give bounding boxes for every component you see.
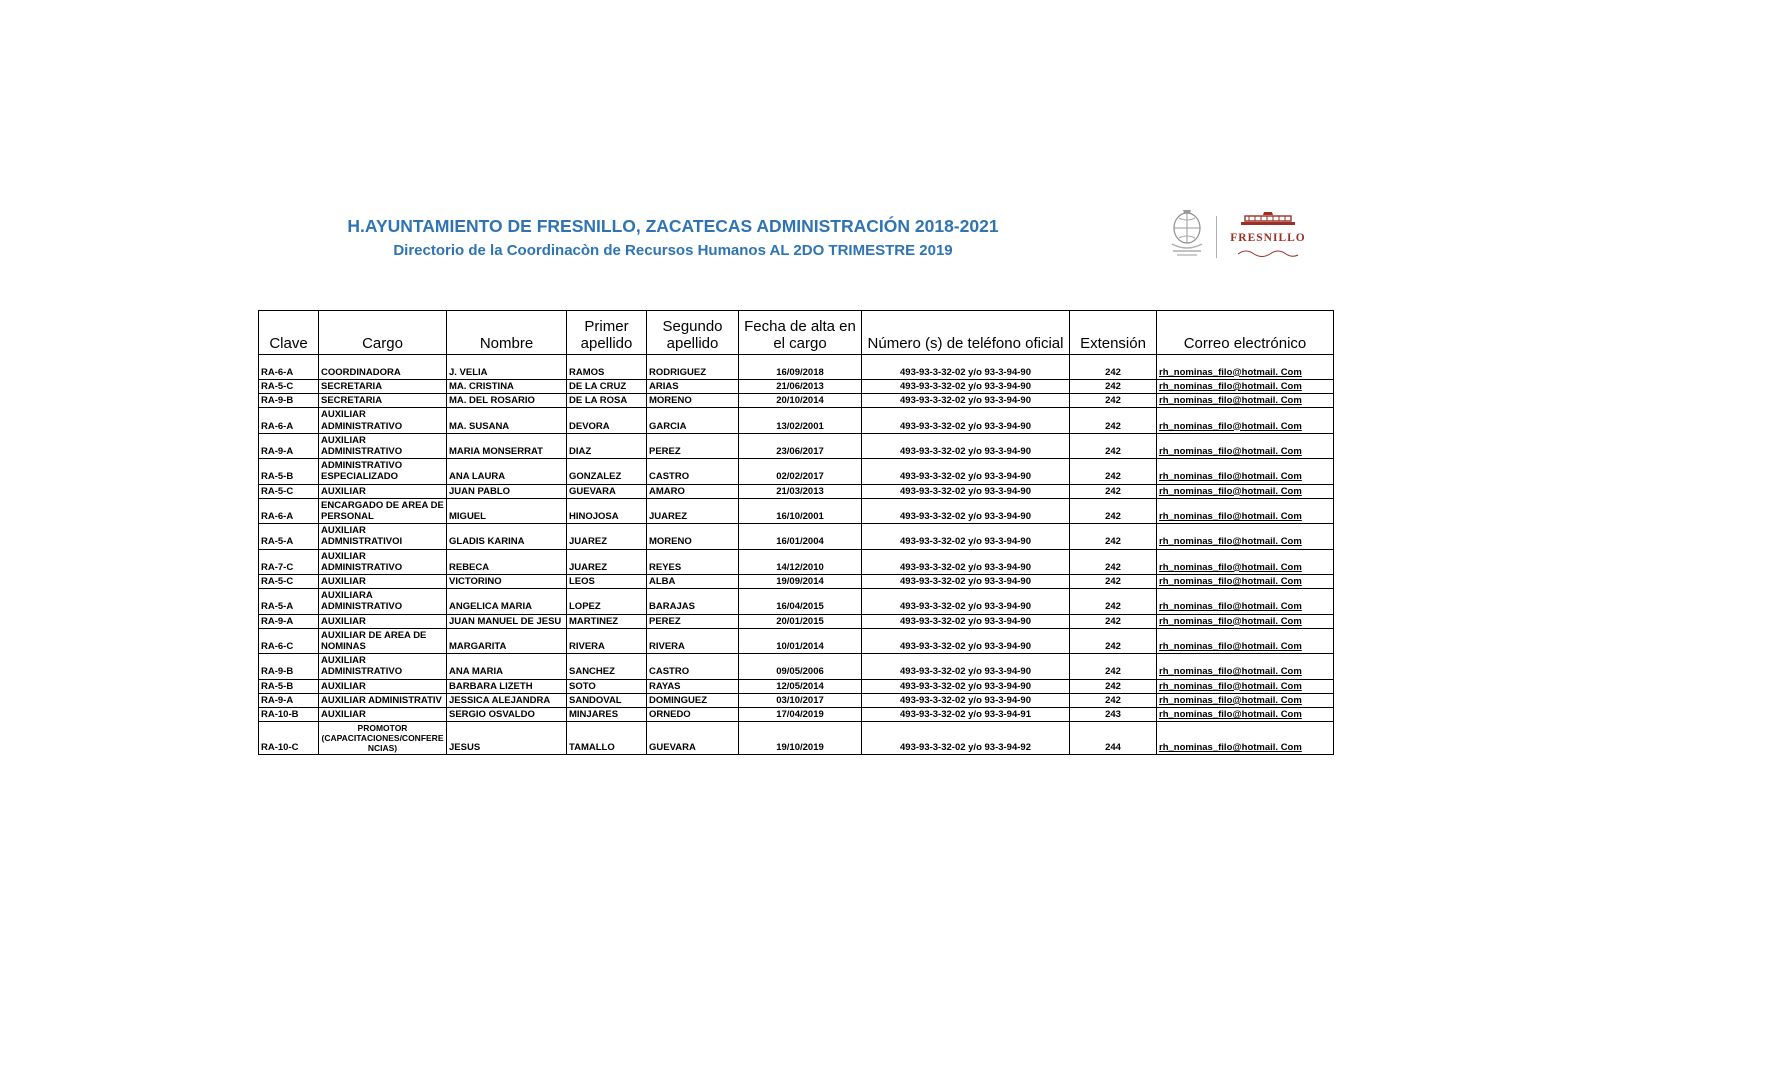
cell-nombre: MIGUEL	[447, 498, 567, 523]
header-telefono: Número (s) de teléfono oficial	[862, 311, 1070, 355]
cell-telefono: 493-93-3-32-02 y/o 93-3-94-90	[862, 459, 1070, 484]
cell-clave: RA-5-B	[259, 459, 319, 484]
cell-fecha-alta: 20/01/2015	[739, 614, 862, 628]
fresnillo-wordmark: FRESNILLO	[1230, 231, 1306, 244]
cell-segundo-apellido: GARCIA	[647, 408, 739, 433]
cell-nombre: MARIA MONSERRAT	[447, 433, 567, 458]
cell-nombre: ANA MARIA	[447, 654, 567, 679]
cell-clave: RA-5-B	[259, 679, 319, 693]
cell-correo: rh_nominas_filo@hotmail. Com	[1157, 394, 1334, 408]
table-row	[259, 679, 1334, 693]
cell-telefono: 493-93-3-32-02 y/o 93-3-94-90	[862, 524, 1070, 549]
cell-cargo: AUXILIAR ADMINISTRATIV	[319, 693, 447, 707]
cell-telefono: 493-93-3-32-02 y/o 93-3-94-90	[862, 693, 1070, 707]
cell-segundo-apellido: JUAREZ	[647, 498, 739, 523]
cell-cargo: ADMINISTRATIVO ESPECIALIZADO	[319, 459, 447, 484]
cell-telefono: 493-93-3-32-02 y/o 93-3-94-90	[862, 355, 1070, 380]
cell-primer-apellido: TAMALLO	[567, 722, 647, 755]
cell-correo: rh_nominas_filo@hotmail. Com	[1157, 459, 1334, 484]
cell-fecha-alta: 21/03/2013	[739, 484, 862, 498]
cell-fecha-alta: 19/09/2014	[739, 575, 862, 589]
cell-cargo: AUXILIAR DE AREA DE NOMINAS	[319, 628, 447, 653]
cell-nombre: ANA LAURA	[447, 459, 567, 484]
cell-segundo-apellido: ARIAS	[647, 380, 739, 394]
cell-nombre: ANGELICA MARIA	[447, 589, 567, 614]
cell-correo: rh_nominas_filo@hotmail. Com	[1157, 589, 1334, 614]
cell-segundo-apellido: PEREZ	[647, 433, 739, 458]
cell-fecha-alta: 17/04/2019	[739, 708, 862, 722]
logo-group	[1166, 210, 1311, 263]
cell-primer-apellido: LEOS	[567, 575, 647, 589]
cell-segundo-apellido: CASTRO	[647, 459, 739, 484]
cell-extension: 242	[1070, 693, 1157, 707]
cell-fecha-alta: 13/02/2001	[739, 408, 862, 433]
cell-telefono: 493-93-3-32-02 y/o 93-3-94-90	[862, 679, 1070, 693]
cell-clave: RA-5-A	[259, 589, 319, 614]
cell-clave: RA-9-B	[259, 394, 319, 408]
cell-fecha-alta: 09/05/2006	[739, 654, 862, 679]
fresnillo-script-flourish	[1236, 244, 1300, 262]
table-row	[259, 408, 1334, 433]
cell-fecha-alta: 21/06/2013	[739, 380, 862, 394]
cell-clave: RA-9-A	[259, 693, 319, 707]
cell-telefono: 493-93-3-32-02 y/o 93-3-94-90	[862, 549, 1070, 574]
header-clave: Clave	[259, 311, 319, 355]
cell-clave: RA-9-B	[259, 654, 319, 679]
cell-extension: 242	[1070, 575, 1157, 589]
cell-cargo: AUXILIAR ADMINISTRATIVO	[319, 654, 447, 679]
cell-extension: 242	[1070, 394, 1157, 408]
cell-correo: rh_nominas_filo@hotmail. Com	[1157, 614, 1334, 628]
cell-nombre: BARBARA LIZETH	[447, 679, 567, 693]
cell-extension: 242	[1070, 355, 1157, 380]
cell-fecha-alta: 19/10/2019	[739, 722, 862, 755]
cell-clave: RA-9-A	[259, 433, 319, 458]
cell-primer-apellido: JUAREZ	[567, 549, 647, 574]
cell-primer-apellido: MINJARES	[567, 708, 647, 722]
cell-extension: 242	[1070, 484, 1157, 498]
cell-nombre: JESSICA ALEJANDRA	[447, 693, 567, 707]
cell-extension: 242	[1070, 380, 1157, 394]
table-row	[259, 394, 1334, 408]
cell-primer-apellido: DEVORA	[567, 408, 647, 433]
cell-segundo-apellido: MORENO	[647, 394, 739, 408]
cell-primer-apellido: SOTO	[567, 679, 647, 693]
cell-segundo-apellido: AMARO	[647, 484, 739, 498]
table-row	[259, 614, 1334, 628]
cell-cargo: COORDINADORA	[319, 355, 447, 380]
cell-cargo: AUXILIARA ADMINISTRATIVO	[319, 589, 447, 614]
cell-nombre: JESUS	[447, 722, 567, 755]
cell-segundo-apellido: DOMINGUEZ	[647, 693, 739, 707]
cell-primer-apellido: RIVERA	[567, 628, 647, 653]
table-row	[259, 722, 1334, 755]
cell-segundo-apellido: BARAJAS	[647, 589, 739, 614]
cell-fecha-alta: 20/10/2014	[739, 394, 862, 408]
cell-telefono: 493-93-3-32-02 y/o 93-3-94-91	[862, 708, 1070, 722]
table-row	[259, 484, 1334, 498]
cell-cargo: AUXILIAR	[319, 484, 447, 498]
header-nombre: Nombre	[447, 311, 567, 355]
table-header-row	[259, 311, 1334, 355]
cell-correo: rh_nominas_filo@hotmail. Com	[1157, 408, 1334, 433]
cell-correo: rh_nominas_filo@hotmail. Com	[1157, 679, 1334, 693]
cell-extension: 242	[1070, 459, 1157, 484]
cell-clave: RA-5-C	[259, 484, 319, 498]
cell-nombre: MA. SUSANA	[447, 408, 567, 433]
cell-segundo-apellido: REYES	[647, 549, 739, 574]
header-primer-apellido: Primer apellido	[567, 311, 647, 355]
cell-fecha-alta: 16/10/2001	[739, 498, 862, 523]
cell-clave: RA-6-A	[259, 498, 319, 523]
cell-segundo-apellido: RAYAS	[647, 679, 739, 693]
cell-primer-apellido: RAMOS	[567, 355, 647, 380]
cell-fecha-alta: 14/12/2010	[739, 549, 862, 574]
cell-nombre: REBECA	[447, 549, 567, 574]
table-row	[259, 459, 1334, 484]
table-row	[259, 654, 1334, 679]
cell-correo: rh_nominas_filo@hotmail. Com	[1157, 355, 1334, 380]
table-row	[259, 380, 1334, 394]
cell-telefono: 493-93-3-32-02 y/o 93-3-94-90	[862, 394, 1070, 408]
cell-nombre: MARGARITA	[447, 628, 567, 653]
cell-extension: 242	[1070, 408, 1157, 433]
cell-correo: rh_nominas_filo@hotmail. Com	[1157, 654, 1334, 679]
cell-clave: RA-5-A	[259, 524, 319, 549]
header-segundo-apellido: Segundo apellido	[647, 311, 739, 355]
cell-cargo: AUXILIAR	[319, 575, 447, 589]
cell-cargo: PROMOTOR (CAPACITACIONES/CONFERENCIAS)	[319, 722, 447, 755]
cell-primer-apellido: SANDOVAL	[567, 693, 647, 707]
cell-correo: rh_nominas_filo@hotmail. Com	[1157, 708, 1334, 722]
cell-segundo-apellido: CASTRO	[647, 654, 739, 679]
cell-fecha-alta: 23/06/2017	[739, 433, 862, 458]
cell-extension: 243	[1070, 708, 1157, 722]
cell-primer-apellido: JUAREZ	[567, 524, 647, 549]
cell-fecha-alta: 02/02/2017	[739, 459, 862, 484]
cell-cargo: AUXILIAR	[319, 614, 447, 628]
cell-extension: 242	[1070, 654, 1157, 679]
cell-clave: RA-9-A	[259, 614, 319, 628]
cell-extension: 242	[1070, 433, 1157, 458]
cell-telefono: 493-93-3-32-02 y/o 93-3-94-90	[862, 380, 1070, 394]
cell-correo: rh_nominas_filo@hotmail. Com	[1157, 484, 1334, 498]
cell-fecha-alta: 16/09/2018	[739, 355, 862, 380]
cell-fecha-alta: 12/05/2014	[739, 679, 862, 693]
cell-extension: 242	[1070, 628, 1157, 653]
cell-correo: rh_nominas_filo@hotmail. Com	[1157, 575, 1334, 589]
header-extension: Extensión	[1070, 311, 1157, 355]
cell-nombre: JUAN MANUEL DE JESU	[447, 614, 567, 628]
cell-clave: RA-5-C	[259, 575, 319, 589]
cell-cargo: SECRETARIA	[319, 380, 447, 394]
cell-clave: RA-5-C	[259, 380, 319, 394]
cell-correo: rh_nominas_filo@hotmail. Com	[1157, 380, 1334, 394]
title-block	[337, 216, 1009, 260]
cell-extension: 242	[1070, 498, 1157, 523]
cell-cargo: SECRETARIA	[319, 394, 447, 408]
cell-primer-apellido: GUEVARA	[567, 484, 647, 498]
cell-primer-apellido: DE LA CRUZ	[567, 380, 647, 394]
cell-cargo: AUXILIAR ADMINISTRATIVO	[319, 433, 447, 458]
table-row	[259, 549, 1334, 574]
table-row	[259, 708, 1334, 722]
directory-table-body	[259, 355, 1334, 755]
cell-correo: rh_nominas_filo@hotmail. Com	[1157, 549, 1334, 574]
cell-segundo-apellido: ALBA	[647, 575, 739, 589]
cell-nombre: MA. CRISTINA	[447, 380, 567, 394]
cell-cargo: AUXILIAR	[319, 679, 447, 693]
cell-nombre: GLADIS KARINA	[447, 524, 567, 549]
cell-cargo: ENCARGADO DE AREA DE PERSONAL	[319, 498, 447, 523]
cell-segundo-apellido: MORENO	[647, 524, 739, 549]
cell-extension: 244	[1070, 722, 1157, 755]
cell-clave: RA-10-C	[259, 722, 319, 755]
cell-correo: rh_nominas_filo@hotmail. Com	[1157, 693, 1334, 707]
logo-divider	[1216, 216, 1217, 258]
table-row	[259, 498, 1334, 523]
cell-nombre: J. VELIA	[447, 355, 567, 380]
cell-extension: 242	[1070, 679, 1157, 693]
cell-segundo-apellido: RODRIGUEZ	[647, 355, 739, 380]
cell-segundo-apellido: PEREZ	[647, 614, 739, 628]
cell-telefono: 493-93-3-32-02 y/o 93-3-94-90	[862, 628, 1070, 653]
cell-cargo: AUXILIAR ADMNISTRATIVOI	[319, 524, 447, 549]
cell-segundo-apellido: ORNEDO	[647, 708, 739, 722]
cell-telefono: 493-93-3-32-02 y/o 93-3-94-90	[862, 484, 1070, 498]
cell-primer-apellido: DE LA ROSA	[567, 394, 647, 408]
header-correo: Correo electrónico	[1157, 311, 1334, 355]
cell-nombre: VICTORINO	[447, 575, 567, 589]
cell-nombre: MA. DEL ROSARIO	[447, 394, 567, 408]
cell-nombre: SERGIO OSVALDO	[447, 708, 567, 722]
table-row	[259, 433, 1334, 458]
cell-fecha-alta: 16/04/2015	[739, 589, 862, 614]
cell-correo: rh_nominas_filo@hotmail. Com	[1157, 722, 1334, 755]
cell-telefono: 493-93-3-32-02 y/o 93-3-94-92	[862, 722, 1070, 755]
cell-nombre: JUAN PABLO	[447, 484, 567, 498]
cell-telefono: 493-93-3-32-02 y/o 93-3-94-90	[862, 575, 1070, 589]
directory-table	[258, 310, 1334, 755]
cell-primer-apellido: HINOJOSA	[567, 498, 647, 523]
cell-cargo: AUXILIAR ADMINISTRATIVO	[319, 408, 447, 433]
municipal-crest-icon	[1166, 210, 1208, 263]
cell-clave: RA-6-A	[259, 408, 319, 433]
table-row	[259, 589, 1334, 614]
table-row	[259, 628, 1334, 653]
cell-telefono: 493-93-3-32-02 y/o 93-3-94-90	[862, 408, 1070, 433]
cell-segundo-apellido: RIVERA	[647, 628, 739, 653]
table-row	[259, 693, 1334, 707]
cell-extension: 242	[1070, 614, 1157, 628]
cell-clave: RA-6-A	[259, 355, 319, 380]
cell-fecha-alta: 10/01/2014	[739, 628, 862, 653]
cell-telefono: 493-93-3-32-02 y/o 93-3-94-90	[862, 589, 1070, 614]
page-subtitle: Directorio de la Coordinacòn de Recursos Humanos AL 2DO TRIMESTRE 2019	[393, 241, 953, 259]
page-title: H.AYUNTAMIENTO DE FRESNILLO, ZACATECAS ADMINISTRACIÓN 2018-2021	[347, 216, 999, 236]
table-row	[259, 575, 1334, 589]
cell-fecha-alta: 16/01/2004	[739, 524, 862, 549]
header-cargo: Cargo	[319, 311, 447, 355]
cell-correo: rh_nominas_filo@hotmail. Com	[1157, 433, 1334, 458]
cell-telefono: 493-93-3-32-02 y/o 93-3-94-90	[862, 614, 1070, 628]
cell-primer-apellido: GONZALEZ	[567, 459, 647, 484]
cell-extension: 242	[1070, 589, 1157, 614]
cell-primer-apellido: SANCHEZ	[567, 654, 647, 679]
cell-extension: 242	[1070, 549, 1157, 574]
cell-correo: rh_nominas_filo@hotmail. Com	[1157, 498, 1334, 523]
cell-correo: rh_nominas_filo@hotmail. Com	[1157, 524, 1334, 549]
cell-telefono: 493-93-3-32-02 y/o 93-3-94-90	[862, 433, 1070, 458]
fresnillo-building-icon	[1239, 212, 1297, 231]
cell-fecha-alta: 03/10/2017	[739, 693, 862, 707]
cell-telefono: 493-93-3-32-02 y/o 93-3-94-90	[862, 498, 1070, 523]
table-row	[259, 355, 1334, 380]
cell-segundo-apellido: GUEVARA	[647, 722, 739, 755]
cell-primer-apellido: MARTINEZ	[567, 614, 647, 628]
cell-telefono: 493-93-3-32-02 y/o 93-3-94-90	[862, 654, 1070, 679]
cell-clave: RA-6-C	[259, 628, 319, 653]
header-fecha-alta: Fecha de alta en el cargo	[739, 311, 862, 355]
cell-cargo: AUXILIAR	[319, 708, 447, 722]
cell-primer-apellido: LOPEZ	[567, 589, 647, 614]
cell-clave: RA-10-B	[259, 708, 319, 722]
fresnillo-logo	[1225, 212, 1311, 262]
cell-clave: RA-7-C	[259, 549, 319, 574]
cell-extension: 242	[1070, 524, 1157, 549]
cell-cargo: AUXILIAR ADMINISTRATIVO	[319, 549, 447, 574]
table-row	[259, 524, 1334, 549]
cell-primer-apellido: DIAZ	[567, 433, 647, 458]
cell-correo: rh_nominas_filo@hotmail. Com	[1157, 628, 1334, 653]
